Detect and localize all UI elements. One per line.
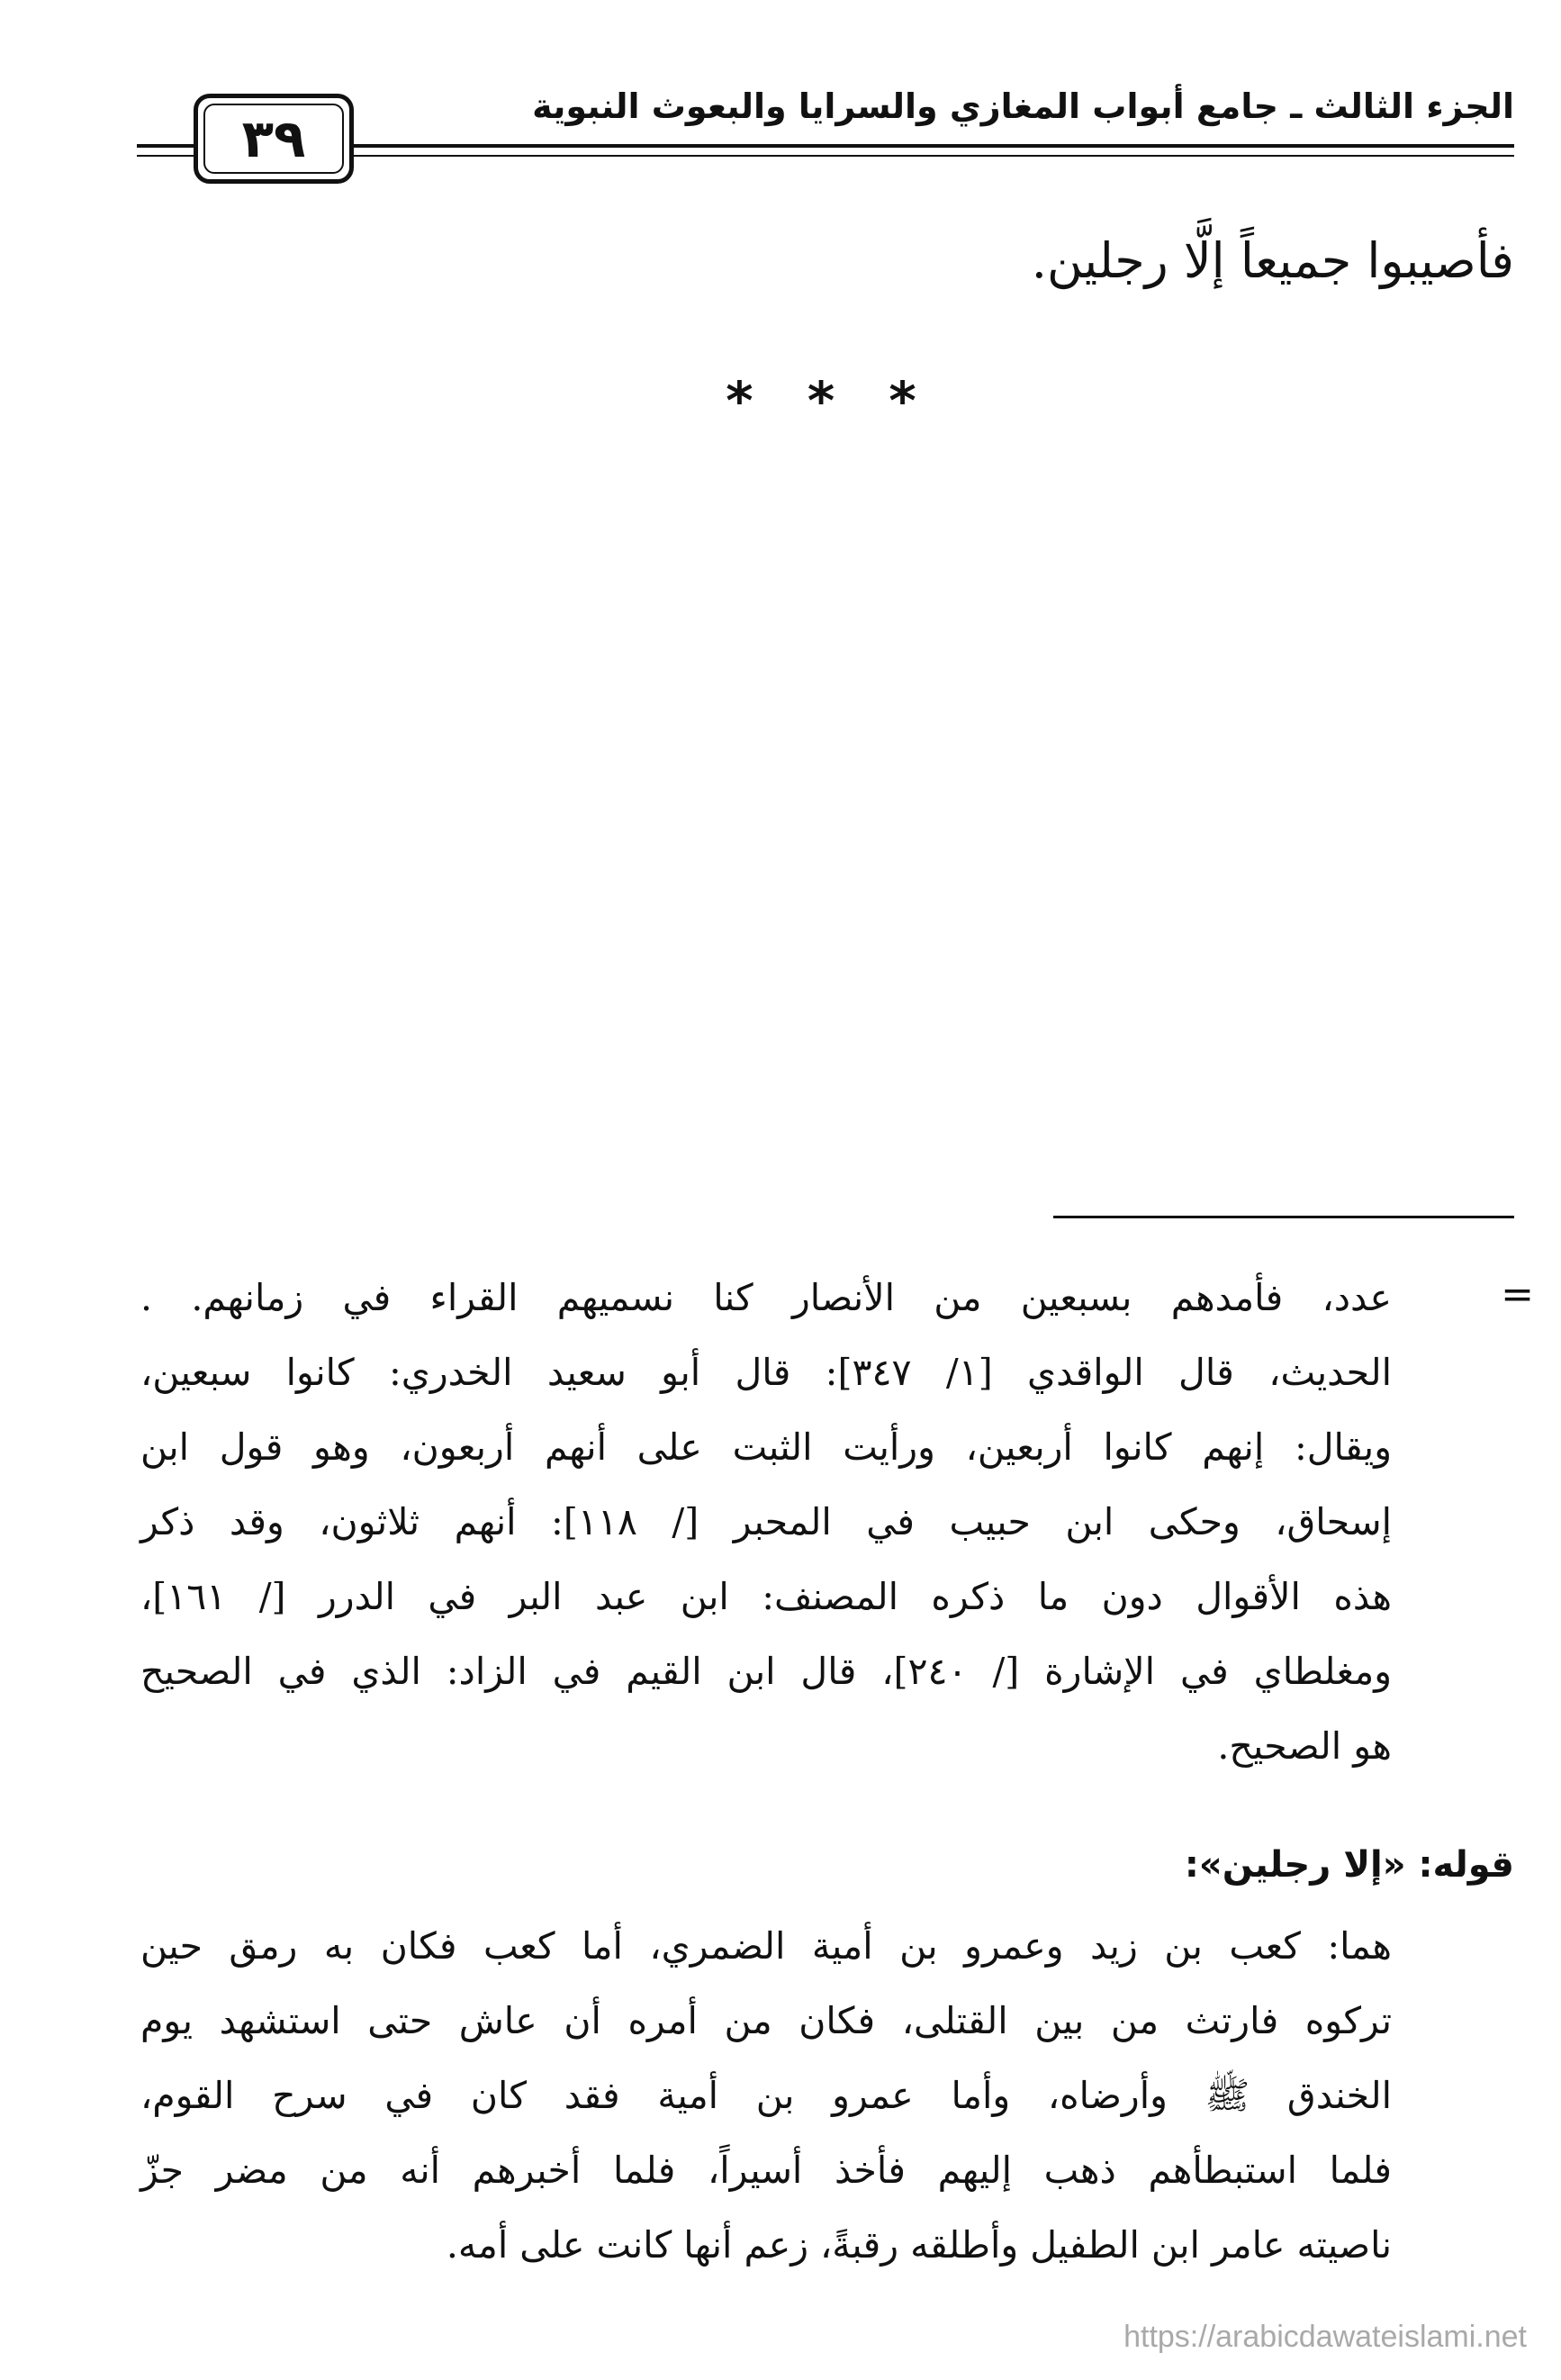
footnote-line: إسحاق، وحكى ابن حبيب في المحبر [/ ١١٨]: أنهم ثلاثون، وقد ذكر [140, 1500, 1392, 1543]
footnote-line: ناصيته عامر ابن الطفيل وأطلقه رقبةً، زعم أنها كانت على أمه. [446, 2223, 1392, 2267]
footnote-line: عدد، فأمدهم بسبعين من الأنصار كنا نسميهم القراء في زمانهم. . [140, 1276, 1392, 1319]
page-number-frame [203, 104, 344, 174]
footnote-line: الخندق ﷺ وأرضاه، وأما عمرو بن أمية فقد كان في سرح القوم، [140, 2074, 1392, 2117]
footnote-quote-label: قوله: «إلا رجلين»: [1184, 1844, 1514, 1886]
footnote-line: ويقال: إنهم كانوا أربعين، ورأيت الثبت على أنهم أربعون، وهو قول ابن [140, 1425, 1392, 1469]
source-watermark: https://arabicdawateislami.net [1123, 2320, 1527, 2354]
footnote-line: هو الصحيح. [1217, 1724, 1392, 1768]
footnote-line: ومغلطاي في الإشارة [/ ٢٤٠]، قال ابن القيم في الزاد: الذي في الصحيح [140, 1650, 1392, 1693]
footnote-continuation-mark: = [1501, 1271, 1534, 1317]
section-separator [0, 369, 1561, 432]
footnote-line: هما: كعب بن زيد وعمرو بن أمية الضمري، أما كعب فكان به رمق حين [140, 1924, 1392, 1968]
footnote-paragraph-1 [140, 1261, 1392, 1784]
main-text: فأصيبوا جميعاً إلَّا رجلين. [1031, 232, 1514, 289]
footnote-paragraph-2 [140, 1909, 1392, 2283]
page-number: ٣٩ [241, 108, 306, 169]
footnote-line: هذه الأقوال دون ما ذكره المصنف: ابن عبد البر في الدرر [/ ١٦١]، [140, 1575, 1392, 1618]
page-number-box [194, 94, 354, 184]
footnote-line: فلما استبطأهم ذهب إليهم فأخذ أسيراً، فلما أخبرهم أنه من مضر جزّ [140, 2149, 1392, 2192]
footnote-line: الحديث، قال الواقدي [١/ ٣٤٧]: قال أبو سعيد الخدري: كانوا سبعين، [140, 1351, 1392, 1394]
separator-asterisks: * * * [726, 370, 916, 431]
footnote-divider [1053, 1216, 1514, 1218]
running-header-title: الجزء الثالث ـ جامع أبواب المغازي والسرايا والبعوث النبوية [532, 86, 1514, 126]
footnote-line: تركوه فارتث من بين القتلى، فكان من أمره أن عاش حتى استشهد يوم [140, 1999, 1392, 2042]
